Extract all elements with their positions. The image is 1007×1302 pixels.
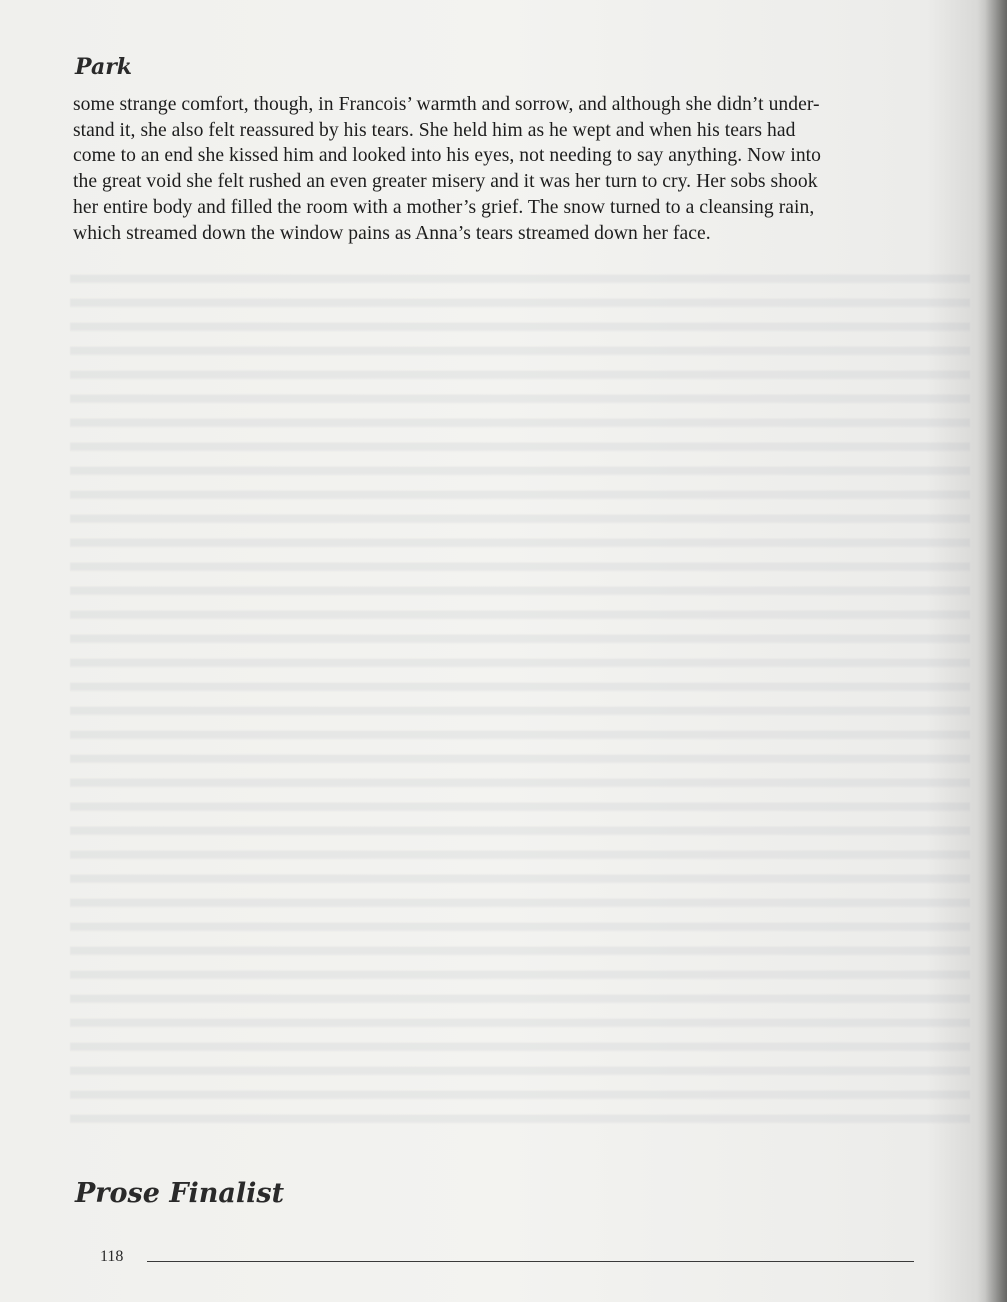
body-paragraph <box>73 92 963 246</box>
page-gutter-shadow <box>985 0 1007 1302</box>
body-line: some strange comfort, though, in Francois’ warmth and sorrow, and although she didn’t under- <box>73 94 820 115</box>
running-head: Park <box>75 54 133 80</box>
body-line: which streamed down the window pains as Anna’s tears streamed down her face. <box>73 222 711 244</box>
show-through-text <box>70 265 970 1125</box>
body-line: come to an end she kissed him and looked into his eyes, not needing to say anything. Now into <box>73 145 822 167</box>
footer-rule <box>147 1261 914 1262</box>
section-label: Prose Finalist <box>75 1178 285 1209</box>
body-line: the great void she felt rushed an even greater misery and it was her turn to cry. Her sobs shook <box>73 171 818 193</box>
body-line: her entire body and filled the room with a mother’s grief. The snow turned to a cleansing rain, <box>73 196 815 218</box>
body-line: stand it, she also felt reassured by his tears. She held him as he wept and when his tears had <box>73 119 796 141</box>
page-number: 118 <box>100 1248 124 1265</box>
page-footer <box>100 1248 920 1272</box>
